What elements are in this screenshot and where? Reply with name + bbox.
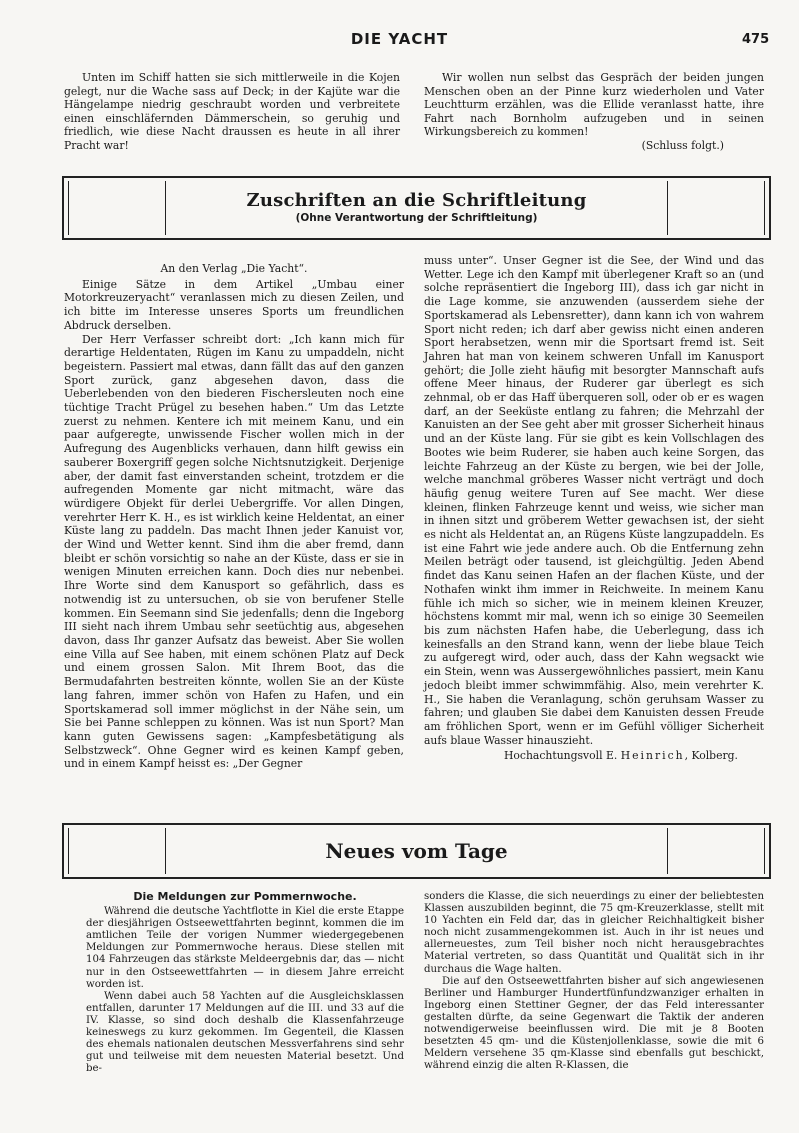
paragraph: Wenn dabei auch 58 Yachten auf die Ausgleichsklassen entfallen, darunter 17 Meldungen auf die III. und 33 auf die IV. Klasse, so sind doch deshalb die Klassenfahrzeuge keineswegs zu kurz gekommen. Im Gegenteil, die Klassen des ehemals nationalen deutschen Messverfahrens sind sehr gut und teilweise mit dem neuesten Material besetzt. Und be- [86,990,404,1075]
letter-salutation: An den Verlag „Die Yacht“. [160,262,308,275]
news-right-column [424,891,764,1072]
story-end-left-column [64,71,400,153]
story-end-right-column [424,71,764,153]
signature-prefix: Hochachtungsvoll E. [504,749,618,763]
paragraph: muss unter“. Unser Gegner ist die See, der Wind und das Wetter. Lege ich den Kampf mit überlegener Kraft so an (und solche repräsentiert die Ingeborg III), dass ich gar nicht in die Lage komme, sie anzuwenden (ausserdem siehe der Sportskamerad als Lebensretter), dann kann ich von wahrem Sport nicht reden; ich darf aber gewiss nicht einen anderen Sport herabsetzen, wenn mir die Sportsart fremd ist. Seit Jahren hat man von keinem schweren Unfall im Kanusport gehört; die Jolle zieht häufig mit besorgter Mannschaft aufs offene Meer hinaus, der Ruderer gar überlegt es sich zehnmal, ob er das Haff überqueren soll, oder ob er es wagen darf, an der Seeküste entlang zu fahren; die Mehrzahl der Kanuisten an der See geht aber mit grosser Sicherheit hinaus und an der Küste lang. Für sie gibt es kein Vollschlagen des Bootes wie beim Ruderer, sie haben auch keine Sorgen, das leichte Fahrzeug an der Küste zu bergen, wie bei der Jolle, welche manchmal gröberes Wasser nicht verträgt und doch häufig genug weitere Turen auf See macht. Wer diese kleinen, flinken Fahrzeuge kennt und weiss, wie sicher man in ihnen sitzt und gröberem Wetter gewachsen ist, der sieht es nicht als Heldentat an, an Rügens Küste langzupaddeln. Es ist eine Fahrt wie jede andere auch. Ob die Entfernung zehn Meilen beträgt oder tausend, ist gleichgültig. Jeden Abend findet das Kanu seinen Hafen an der flachen Küste, und der Nothafen winkt ihm immer in Reichweite. In meinem Kanu fühle ich mich so sicher, wie in meinem kleinen Kreuzer, höchstens kommt mir mal, wenn ich so einige 30 Seemeilen bis zum nächsten Hafen habe, die Ueberlegung, dass ich keinesfalls an den Strand kann, wenn der liebe blaue Teich zu aufgeregt wird, oder auch, dass der Kahn wegsackt wie ein Stein, wenn was Aussergewöhnliches passiert, mein Kanu jedoch bleibt immer schwimmfähig. Also, mein verehrter K. H., Sie haben die Veranlagung, schön geruhsam Wasser zu fahren; und glauben Sie dabei dem Kanuisten dessen Freude am fröhlichen Sport, wenn er im Gefühl völliger Sicherheit aufs blaue Wasser hinauszieht. [424,254,764,747]
signature-name: Heinrich [620,749,685,763]
paragraph: Unten im Schiff hatten sie sich mittlerweile in die Kojen gelegt, nur die Wache sass auf Deck; in der Kajüte war die Hängelampe niedrig geschraubt worden und verbreitete einen einschläfernden Dämmerschein, so geruhig und friedlich, wie diese Nacht draussen es heute in all ihrer Pracht war! [64,71,400,152]
running-head-title: DIE YACHT [350,30,449,48]
paragraph: Der Herr Verfasser schreibt dort: „Ich kann mich für derartige Heldentaten, Rügen im Kanu zu umpaddeln, nicht begeistern. Passiert mal etwas, dann fällt das auf den ganzen Sport zurück, ganz abgesehen davon, dass die Ueberlebenden von den biederen Fischersleuten noch eine tüchtige Tracht Prügel zu besehen haben.“ Um das Letzte zuerst zu nehmen. Kentere ich mit meinem Kanu, und ein paar aufgeregte, unwissende Fischer wollen mich in der Aufregung des Augenblicks verhauen, dann hilft gewiss ein sauberer Boxergriff gegen solche Nichtsnutzigkeit. Derjenige aber, der damit fast einverstanden scheint, trotzdem er die aufregenden Momente gar nicht mitmacht, wäre das würdigere Objekt für derlei Uebergriffe. Vor allen Dingen, verehrter Herr K. H., es ist wirklich keine Heldentat, an einer Küste lang zu paddeln. Das macht Ihnen jeder Kanuist vor, der Wind und Wetter kennt. Sind ihm die aber fremd, dann bleibt er schön vorsichtig so nahe an der Küste, dass er sie in wenigen Minuten erreichen kann. Doch dies nur nebenbei. Ihre Worte sind dem Kanusport so gefährlich, dass es notwendig ist zu untersuchen, ob sie von berufener Stelle kommen. Ein Seemann sind Sie jedenfalls; denn die Ingeborg III sieht nach ihrem Umbau sehr seetüchtig aus, abgesehen davon, dass Ihr ganzer Aufsatz das beweist. Aber Sie wollen eine Villa auf See haben, mit einem schönen Platz auf Deck und einem grossen Salon. Mit Ihrem Boot, das die Bermudafahrten bestreiten könnte, wollen Sie an der Küste lang fahren, immer schön von Hafen zu Hafen, und ein Sportskamerad soll immer möglichst in der Nähe sein, um Sie bei Panne schleppen zu können. Was ist nun Sport? Man kann guten Gewissens sagen: „Kampfesbetätigung als Selbstzweck“. Ohne Gegner wird es keinen Kampf geben, und in einem Kampf heisst es: „Der Gegner [64,332,404,771]
paragraph: sonders die Klasse, die sich neuerdings zu einer der beliebtesten Klassen auszubilden beginnt, die 75 qm-Kreuzerklasse, stellt mit 10 Yachten ein Feld dar, das in gleicher Reichhaltigkeit bisher noch nicht zusammengekommen ist. Auch in ihr ist neues und allerneuestes, zum Teil bisher noch nicht herausgebrachtes Material vertreten, so dass Quantität und Qualität sich in ihr durchaus die Wage halten. [424,891,764,975]
paragraph: Einige Sätze in dem Artikel „Umbau einer Motorkreuzeryacht“ veranlassen mich zu diesen Zeilen, und ich bitte im Interesse unseres Sports um freundlichen Abdruck derselben. [64,277,404,332]
section-title: Zuschriften an die Schriftleitung [246,190,587,211]
paragraph: Die auf den Ostseewettfahrten bisher auf sich angewiesenen Berliner und Hamburger Hundertfünfundzwanziger erhalten in Ingeborg einen Stettiner Gegner, der das Feld interessanter gestalten dürfte, da seine Gegenwart die Taktik der anderen notwendigerweise beeinflussen wird. Die mit je 8 Booten besetzten 45 qm- und die Küstenjollenklasse, sowie die mit 6 Meldern versehene 35 qm-Klasse sind ebenfalls gut beschickt, während einzig die alten R-Klassen, die [424,975,764,1072]
letter-left-column [64,262,404,771]
letter-signature [424,749,764,763]
article-title: Die Meldungen zur Pommernwoche. [133,890,357,903]
paragraph: Wir wollen nun selbst das Gespräch der beiden jungen Menschen oben an der Pinne kurz wiederholen und Vater Leuchtturm erzählen, was die Ellide veranlasst hatte, ihre Fahrt nach Bornholm aufzugeben und in seinen Wirkungsbereich zu kommen! [424,71,764,139]
signature-place: , Kolberg. [684,749,738,763]
news-left-column [86,891,404,1075]
section-subtitle: (Ohne Verantwortung der Schriftleitung) [295,212,538,224]
paragraph: Während die deutsche Yachtflotte in Kiel die erste Etappe der diesjährigen Ostseewettfahrten beginnt, kommen die im amtlichen Teile der vorigen Nummer wiedergegebenen Meldungen zur Pommernwoche heraus. Diese stellen mit 104 Fahrzeugen das stärkste Meldeergebnis dar, das — nicht nur in den Ostseewettfahrten — in diesem Jahre erreicht worden ist. [86,906,404,990]
letter-right-column [424,254,764,763]
section-title: Neues vom Tage [325,839,508,863]
continued-note: (Schluss folgt.) [641,138,724,152]
page-number: 475 [742,32,770,47]
